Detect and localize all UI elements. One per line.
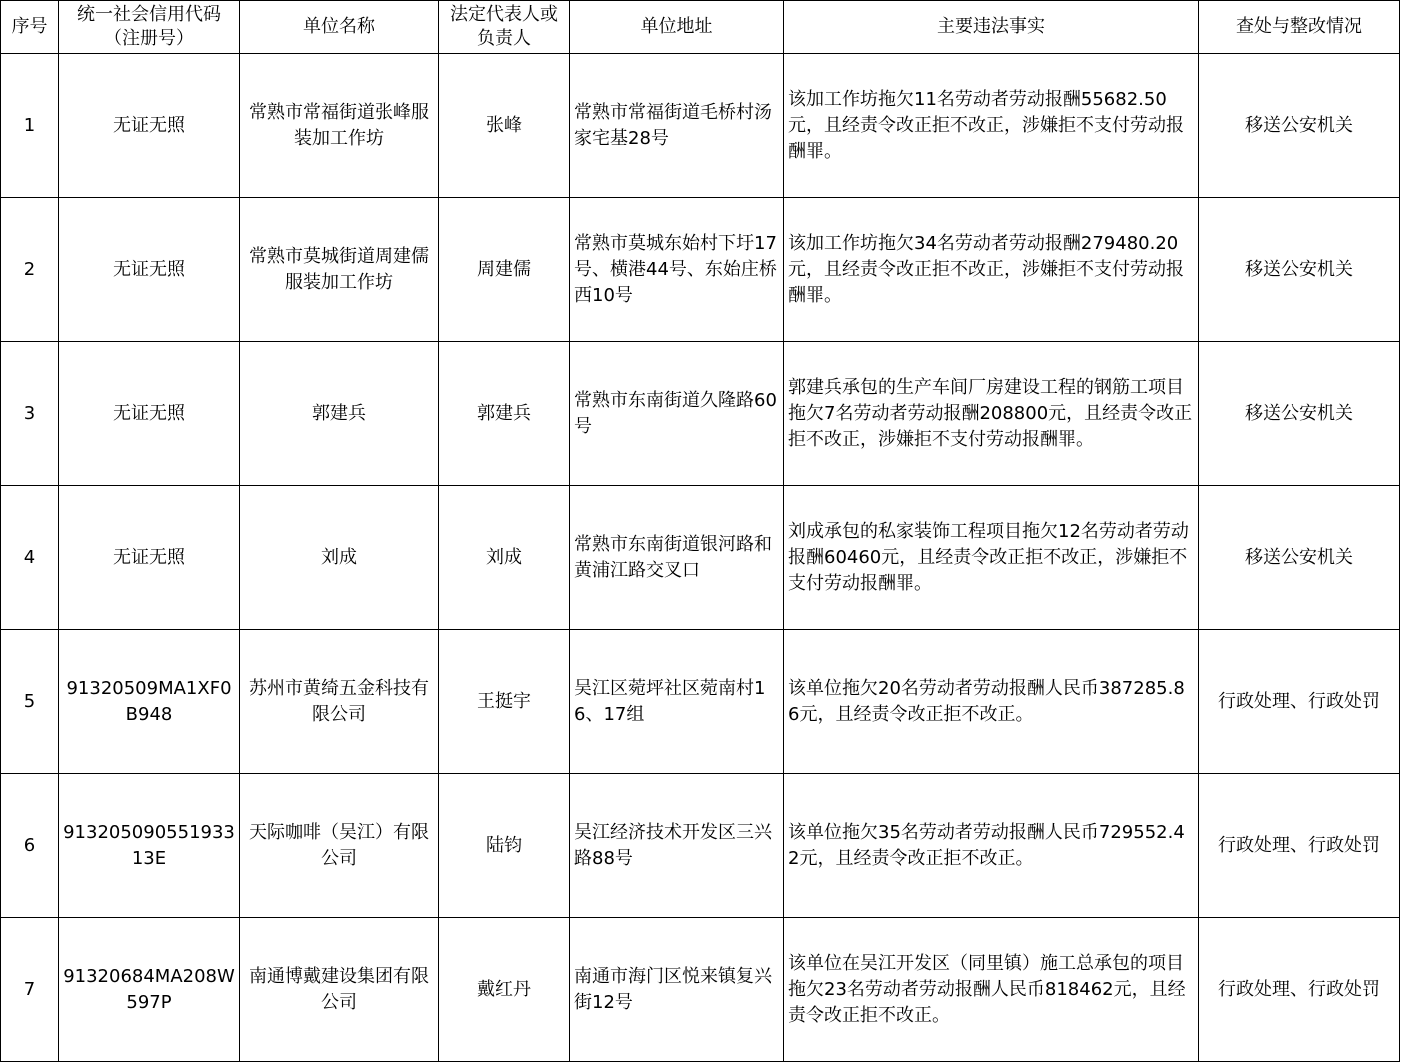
cell-handling-text: 行政处理、行政处罚 xyxy=(1218,690,1380,712)
cell-address-text: 常熟市常福街道毛桥村汤家宅基28号 xyxy=(574,101,772,149)
header-unit-name: 单位名称 xyxy=(240,1,439,54)
cell-credit-code-text: 无证无照 xyxy=(113,114,185,136)
table-row xyxy=(1,486,1400,630)
table-row xyxy=(1,54,1400,198)
cell-handling-text: 移送公安机关 xyxy=(1245,114,1353,136)
table-row xyxy=(1,774,1400,918)
header-legal-rep-text: 法定代表人或负责人 xyxy=(450,4,558,49)
cell-credit-code-text: 无证无照 xyxy=(113,258,185,280)
cell-legal-rep xyxy=(439,774,570,918)
cell-seq xyxy=(1,342,59,486)
header-row xyxy=(1,1,1400,54)
cell-seq xyxy=(1,198,59,342)
cell-unit-name-text: 郭建兵 xyxy=(312,402,366,424)
cell-seq-text: 3 xyxy=(23,402,36,424)
table-row xyxy=(1,198,1400,342)
cell-violations-text: 该单位拖欠20名劳动者劳动报酬人民币387285.86元，且经责令改正拒不改正。 xyxy=(788,677,1185,725)
cell-violations xyxy=(784,486,1199,630)
cell-seq-text: 6 xyxy=(23,834,36,856)
cell-seq xyxy=(1,774,59,918)
header-violations: 主要违法事实 xyxy=(784,1,1199,54)
cell-legal-rep-text: 郭建兵 xyxy=(477,402,531,424)
cell-seq xyxy=(1,486,59,630)
cell-handling xyxy=(1199,486,1400,630)
cell-seq-text: 5 xyxy=(23,690,36,712)
cell-address xyxy=(570,198,784,342)
cell-address-text: 吴江经济技术开发区三兴路88号 xyxy=(574,821,772,869)
cell-address xyxy=(570,486,784,630)
header-seq: 序号 xyxy=(1,1,59,54)
cell-violations-text: 该加工作坊拖欠11名劳动者劳动报酬55682.50元，且经责令改正拒不改正，涉嫌拒不支付劳动报酬罪。 xyxy=(788,88,1184,162)
cell-credit-code xyxy=(59,918,240,1062)
cell-credit-code-text: 91320509055193313E xyxy=(63,821,235,869)
cell-legal-rep xyxy=(439,486,570,630)
cell-violations xyxy=(784,630,1199,774)
cell-legal-rep xyxy=(439,342,570,486)
cell-unit-name-text: 天际咖啡（吴江）有限公司 xyxy=(249,821,429,869)
table-row xyxy=(1,630,1400,774)
header-credit-code-text: 统一社会信用代码 （注册号） xyxy=(77,4,221,49)
cell-legal-rep-text: 王挺宇 xyxy=(477,690,531,712)
cell-legal-rep xyxy=(439,630,570,774)
cell-seq-text: 4 xyxy=(23,546,36,568)
cell-address-text: 吴江区菀坪社区菀南村16、17组 xyxy=(574,677,766,725)
cell-violations-text: 该单位在吴江开发区（同里镇）施工总承包的项目拖欠23名劳动者劳动报酬人民币818462元，且经责令改正拒不改正。 xyxy=(788,952,1186,1026)
cell-legal-rep-text: 周建儒 xyxy=(477,258,531,280)
cell-address xyxy=(570,774,784,918)
cell-handling xyxy=(1199,630,1400,774)
cell-address-text: 常熟市东南街道久隆路60号 xyxy=(574,389,777,437)
cell-credit-code-text: 无证无照 xyxy=(113,402,185,424)
cell-unit-name xyxy=(240,54,439,198)
cell-address-text: 常熟市东南街道银河路和黄浦江路交叉口 xyxy=(574,533,772,581)
cell-legal-rep-text: 刘成 xyxy=(486,546,522,568)
cell-address-text: 常熟市莫城东始村下圩17号、横港44号、东始庄桥西10号 xyxy=(574,232,777,306)
cell-unit-name xyxy=(240,198,439,342)
cell-violations-text: 该单位拖欠35名劳动者劳动报酬人民币729552.42元，且经责令改正拒不改正。 xyxy=(788,821,1185,869)
cell-unit-name-text: 苏州市黄绮五金科技有限公司 xyxy=(249,677,429,725)
cell-legal-rep-text: 戴红丹 xyxy=(477,978,531,1000)
cell-seq xyxy=(1,630,59,774)
cell-handling xyxy=(1199,198,1400,342)
cell-handling xyxy=(1199,54,1400,198)
cell-credit-code-text: 91320684MA208W597P xyxy=(63,965,235,1013)
cell-handling xyxy=(1199,342,1400,486)
cell-address xyxy=(570,54,784,198)
cell-violations-text: 该加工作坊拖欠34名劳动者劳动报酬279480.20元，且经责令改正拒不改正，涉嫌拒不支付劳动报酬罪。 xyxy=(788,232,1184,306)
cell-unit-name-text: 常熟市莫城街道周建儒服装加工作坊 xyxy=(249,245,429,293)
cell-address xyxy=(570,342,784,486)
cell-legal-rep-text: 陆钧 xyxy=(486,834,522,856)
header-legal-rep xyxy=(439,1,570,54)
cell-credit-code-text: 91320509MA1XF0B948 xyxy=(66,677,232,725)
cell-violations xyxy=(784,198,1199,342)
cell-seq xyxy=(1,918,59,1062)
cell-unit-name xyxy=(240,630,439,774)
cell-handling xyxy=(1199,918,1400,1062)
cell-handling-text: 移送公安机关 xyxy=(1245,546,1353,568)
cell-violations-text: 郭建兵承包的生产车间厂房建设工程的钢筋工项目拖欠7名劳动者劳动报酬208800元，且经责令改正拒不改正，涉嫌拒不支付劳动报酬罪。 xyxy=(788,376,1193,450)
cell-unit-name xyxy=(240,342,439,486)
cell-handling-text: 行政处理、行政处罚 xyxy=(1218,978,1380,1000)
cell-unit-name-text: 常熟市常福街道张峰服装加工作坊 xyxy=(249,101,429,149)
header-credit-code xyxy=(59,1,240,54)
header-handling: 查处与整改情况 xyxy=(1199,1,1400,54)
cell-handling-text: 移送公安机关 xyxy=(1245,258,1353,280)
cell-legal-rep xyxy=(439,54,570,198)
cell-credit-code xyxy=(59,630,240,774)
cell-legal-rep-text: 张峰 xyxy=(486,114,522,136)
cell-handling-text: 移送公安机关 xyxy=(1245,402,1353,424)
cell-seq-text: 2 xyxy=(23,258,36,280)
table-row xyxy=(1,342,1400,486)
cell-legal-rep xyxy=(439,918,570,1062)
cell-seq xyxy=(1,54,59,198)
cell-address-text: 南通市海门区悦来镇复兴街12号 xyxy=(574,965,772,1013)
cell-unit-name xyxy=(240,918,439,1062)
cell-violations xyxy=(784,342,1199,486)
cell-handling-text: 行政处理、行政处罚 xyxy=(1218,834,1380,856)
cell-unit-name xyxy=(240,486,439,630)
cell-address xyxy=(570,918,784,1062)
cell-credit-code xyxy=(59,198,240,342)
cell-violations xyxy=(784,918,1199,1062)
cell-seq-text: 7 xyxy=(23,978,36,1000)
cell-unit-name xyxy=(240,774,439,918)
cell-violations xyxy=(784,774,1199,918)
cell-seq-text: 1 xyxy=(23,114,36,136)
cell-violations xyxy=(784,54,1199,198)
cell-address xyxy=(570,630,784,774)
cell-unit-name-text: 南通博戴建设集团有限公司 xyxy=(249,965,429,1013)
header-address: 单位地址 xyxy=(570,1,784,54)
cell-credit-code xyxy=(59,486,240,630)
cell-credit-code xyxy=(59,774,240,918)
cell-credit-code xyxy=(59,54,240,198)
cell-violations-text: 刘成承包的私家装饰工程项目拖欠12名劳动者劳动报酬60460元，且经责令改正拒不改正，涉嫌拒不支付劳动报酬罪。 xyxy=(788,520,1189,594)
table-row xyxy=(1,918,1400,1062)
cell-credit-code xyxy=(59,342,240,486)
cell-unit-name-text: 刘成 xyxy=(321,546,357,568)
cell-credit-code-text: 无证无照 xyxy=(113,546,185,568)
cell-legal-rep xyxy=(439,198,570,342)
cell-handling xyxy=(1199,774,1400,918)
